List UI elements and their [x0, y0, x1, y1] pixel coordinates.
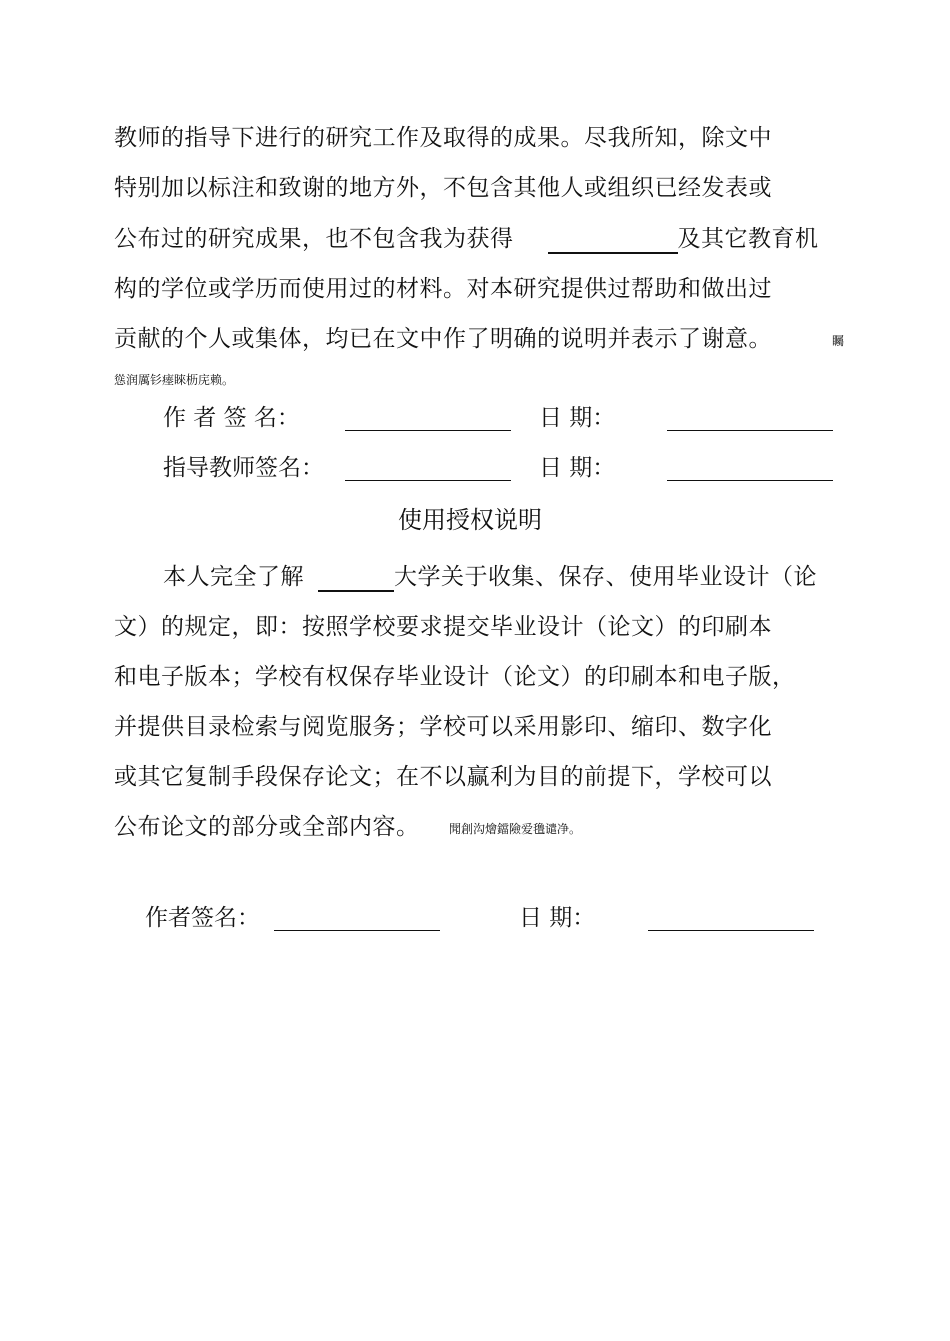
declaration-line-2: 特别加以标注和致谢的地方外，不包含其他人或组织已经发表或: [114, 175, 772, 201]
declaration-line-3-start: 公布过的研究成果，也不包含我为获得: [114, 226, 514, 252]
declaration-line-4: 构的学位或学历而使用过的材料。对本研究提供过帮助和做出过: [114, 276, 772, 302]
degree-blank[interactable]: [548, 230, 678, 254]
authorization-line-1-start: 本人完全了解: [163, 564, 304, 590]
authorization-note: 聞創沟燴鐺險爱氇谴净。: [449, 822, 582, 836]
declaration-line-1: 教师的指导下进行的研究工作及取得的成果。尽我所知，除文中: [114, 125, 772, 151]
author-date-line-2[interactable]: [648, 930, 814, 931]
author-signature-label: 作 者 签 名：: [163, 405, 300, 431]
authorization-line-4: 并提供目录检索与阅览服务；学校可以采用影印、缩印、数字化: [114, 714, 772, 740]
authorization-line-3: 和电子版本；学校有权保存毕业设计（论文）的印刷本和电子版，: [114, 664, 796, 690]
author-date-label-2: 日 期：: [519, 905, 596, 931]
advisor-date-label: 日 期：: [539, 455, 616, 481]
advisor-date-line[interactable]: [667, 480, 833, 481]
authorization-line-1: [163, 562, 817, 592]
authorization-title: 使用授权说明: [398, 506, 542, 534]
university-blank[interactable]: [318, 568, 394, 592]
declaration-note: 慫润厲钐瘗睞枥庑赖。: [114, 373, 235, 387]
declaration-line-5-note: 矚: [832, 334, 845, 348]
declaration-line-5: 贡献的个人或集体，均已在文中作了明确的说明并表示了谢意。: [114, 326, 772, 352]
authorization-line-6: 公布论文的部分或全部内容。: [114, 814, 420, 840]
authorization-line-2: 文）的规定，即：按照学校要求提交毕业设计（论文）的印刷本: [114, 614, 772, 640]
authorization-line-1-end: 大学关于收集、保存、使用毕业设计（论: [394, 564, 817, 590]
declaration-line-3-end: 及其它教育机: [677, 226, 819, 252]
advisor-signature-line[interactable]: [345, 480, 511, 481]
author-date-line[interactable]: [667, 430, 833, 431]
author-signature-line[interactable]: [345, 430, 511, 431]
declaration-line-3: [114, 224, 819, 254]
authorization-line-5: 或其它复制手段保存论文；在不以赢利为目的前提下，学校可以: [114, 764, 772, 790]
advisor-signature-label: 指导教师签名：: [163, 455, 324, 481]
author-signature-label-2: 作者签名：: [145, 905, 260, 931]
author-signature-line-2[interactable]: [274, 930, 440, 931]
author-date-label: 日 期：: [539, 405, 616, 431]
